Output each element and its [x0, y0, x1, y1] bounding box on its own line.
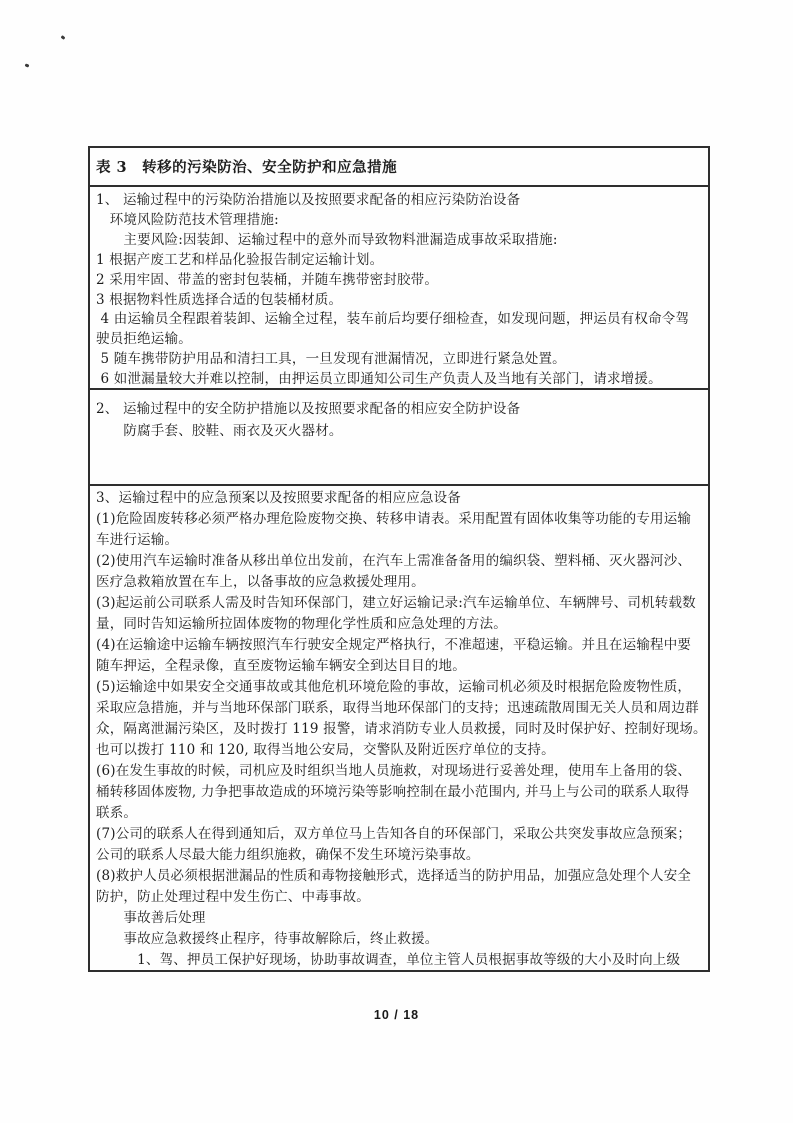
text-line: (1)危险固废转移必须严格办理危险废物交换、转移申请表。采用配置有固体收集等功能的专用运输 [96, 511, 692, 527]
text-line: 众，隔离泄漏污染区，及时拨打 119 报警，请求消防专业人员救援，同时及时保护好、控制好现场。 [96, 721, 707, 737]
scan-speck [25, 63, 30, 67]
text-line: 医疗急救箱放置在车上，以备事故的应急救援处理用。 [96, 574, 425, 590]
text-line: 2、 运输过程中的安全防护措施以及按照要求配备的相应安全防护设备 [96, 401, 521, 417]
table-title-row [90, 148, 708, 185]
text-line: (5)运输途中如果安全交通事故或其他危机环境危险的事故，运输司机必须及时根据危险废物性质， [96, 679, 692, 695]
text-line: 事故善后处理 [96, 910, 206, 926]
text-line: (4)在运输途中运输车辆按照汽车行驶安全规定严格执行，不准超速，平稳运输。并且在运输程中要 [96, 637, 692, 653]
text-line: 环境风险防范技术管理措施: [96, 211, 279, 228]
text-line: (6)在发生事故的时候，司机应及时组织当地人员施救，对现场进行妥善处理，使用车上备用的袋、 [96, 763, 692, 779]
text-line: 公司的联系人尽最大能力组织施救，确保不发生环境污染事故。 [96, 847, 480, 863]
text-line: 主要风险:因装卸、运输过程中的意外而导致物料泄漏造成事故采取措施: [96, 231, 558, 248]
text-line: 驶员拒绝运输。 [96, 331, 192, 348]
text-line: 3 根据物料性质选择合适的包装桶材质。 [96, 291, 343, 308]
section-pollution-prevention [90, 185, 708, 388]
text-line: 采取应急措施，并与当地环保部门联系，取得当地环保部门的支持；迅速疏散周围无关人员和周边群 [96, 700, 699, 716]
text-line: 车进行运输。 [96, 532, 179, 548]
text-line: 事故应急救援终止程序，待事故解除后，终止救援。 [96, 931, 439, 947]
text-line: 联系。 [96, 805, 138, 821]
measures-table [88, 146, 710, 972]
text-line: (7)公司的联系人在得到通知后，双方单位马上告知各自的环保部门，采取公共突发事故应急预案； [96, 826, 692, 842]
text-line: 量，同时告知运输所拉固体废物的物理化学性质和应急处理的方法。 [96, 616, 507, 632]
text-line: 桶转移固体废物, 力争把事故造成的环境污染等影响控制在最小范围内, 并马上与公司的联系人取得 [96, 784, 690, 800]
text-line: 也可以拨打 110 和 120, 取得当地公安局，交警队及附近医疗单位的支持。 [96, 742, 555, 758]
text-line: 1、 运输过程中的污染防治措施以及按照要求配备的相应污染防治设备 [96, 192, 521, 208]
text-line: 2 采用牢固、带盖的密封包装桶，并随车携带密封胶带。 [96, 271, 439, 288]
text-line: (2)使用汽车运输时准备从移出单位出发前，在汽车上需准备备用的编织袋、塑料桶、灭火器河沙、 [96, 553, 692, 569]
table-title: 表 3 转移的污染防治、安全防护和应急措施 [96, 159, 398, 176]
text-line: 防腐手套、胶鞋、雨衣及灭火器材。 [96, 423, 343, 439]
text-line: 4 由运输员全程跟着装卸、运输全过程，装车前后均要仔细检查，如发现问题，押运员有权命令驾 [96, 311, 690, 328]
page-number: 10 / 18 [373, 1008, 420, 1022]
text-line: 6 如泄漏量较大并难以控制，由押运员立即通知公司生产负责人及当地有关部门，请求增援。 [96, 371, 662, 388]
text-line: 3、运输过程中的应急预案以及按照要求配备的相应应急设备 [96, 490, 461, 506]
scan-speck [61, 35, 66, 40]
section-emergency-plan [90, 484, 708, 970]
text-line: 5 随车携带防护用品和清扫工具，一旦发现有泄漏情况，立即进行紧急处置。 [96, 351, 566, 368]
text-line: 1 根据产废工艺和样品化验报告制定运输计划。 [96, 251, 384, 268]
text-line: 防护，防止处理过程中发生伤亡、中毒事故。 [96, 889, 370, 905]
text-line: 随车押运，全程录像，直至废物运输车辆安全到达目目的地。 [96, 658, 466, 674]
text-line: 1、驾、押员工保护好现场，协助事故调查，单位主管人员根据事故等级的大小及时向上级 [96, 952, 681, 968]
section-safety-protection [90, 388, 708, 484]
text-line: (8)救护人员必须根据泄漏品的性质和毒物接触形式，选择适当的防护用品，加强应急处理个人安全 [96, 868, 692, 884]
text-line: (3)起运前公司联系人需及时告知环保部门，建立好运输记录:汽车运输单位、车辆牌号、司机转载数 [96, 595, 696, 611]
